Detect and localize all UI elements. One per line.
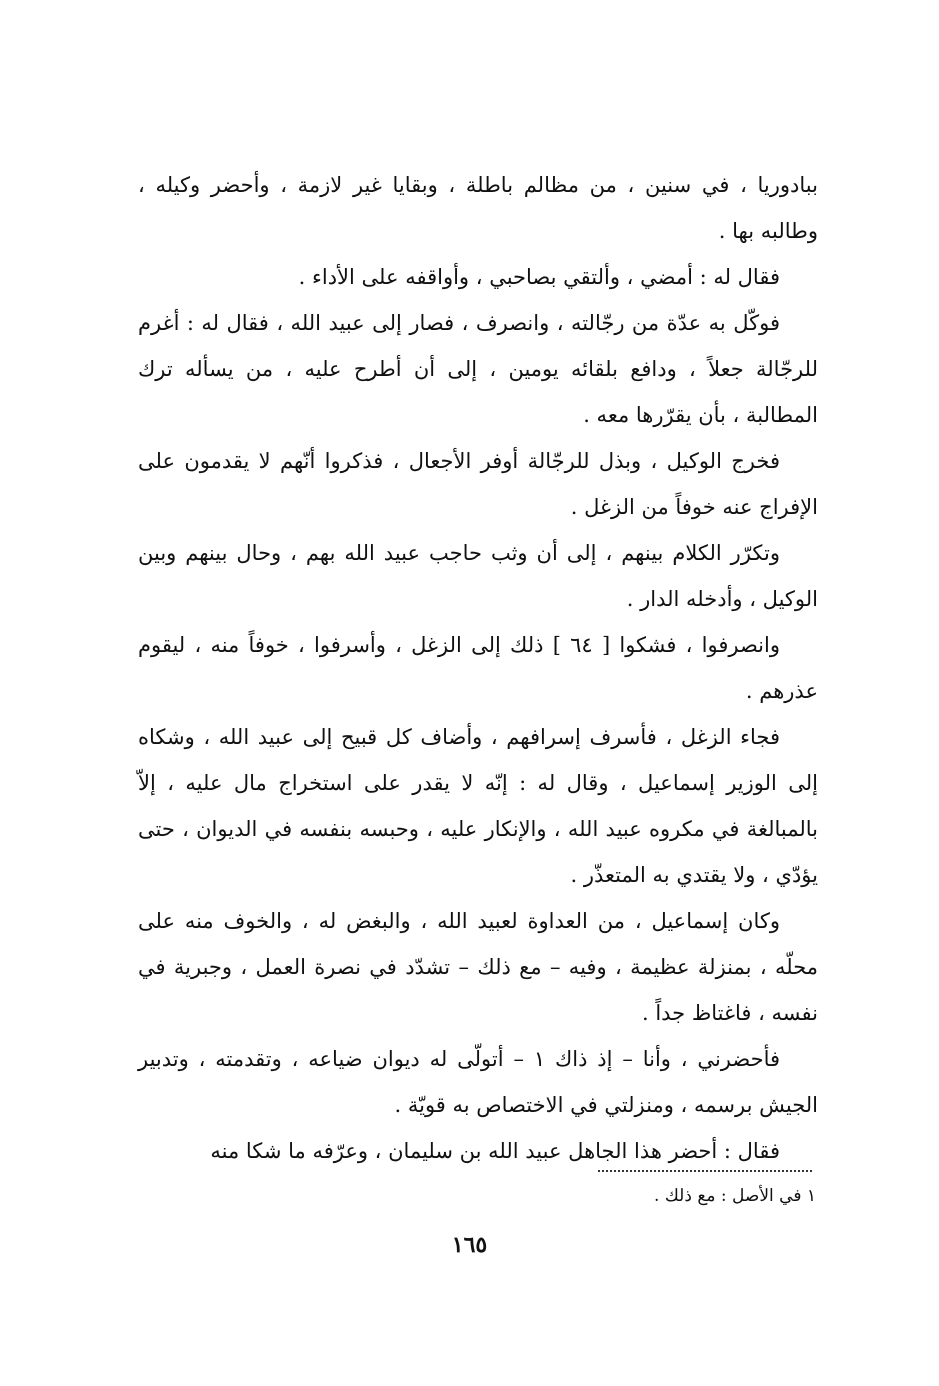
page-number: ١٦٥ (451, 1232, 488, 1258)
paragraph-2: فقال له : أمضي ، وألتقي بصاحبي ، وأواقفه على الأداء . (298, 265, 780, 289)
main-text (138, 162, 818, 1174)
paragraph-9: فأحضرني ، وأنا – إذ ذاك ١ – أتولّى له ديوان ضياعه ، وتقدمته ، وتدبير الجيش برسمه ، ومنزلتي في الاختصاص به قويّة . (138, 1047, 818, 1117)
footnote-divider (598, 1170, 812, 1172)
footnote: ١ في الأصل : مع ذلك . (654, 1186, 816, 1206)
paragraph-5: وتكرّر الكلام بينهم ، إلى أن وثب حاجب عبيد الله بهم ، وحال بينهم وبين الوكيل ، وأدخله الدار . (138, 541, 818, 611)
paragraph-8: وكان إسماعيل ، من العداوة لعبيد الله ، والبغض له ، والخوف منه على محلّه ، بمنزلة عظيمة ، وفيه – مع ذلك – تشدّد في نصرة العمل ، وجبرية في نفسه ، فاغتاظ جداً . (138, 909, 818, 1025)
paragraph-7: فجاء الزغل ، فأسرف إسرافهم ، وأضاف كل قبيح إلى عبيد الله ، وشكاه إلى الوزير إسماعيل ، وقال له : إنّه لا يقدر على استخراج مال عليه ، إلاّ بالمبالغة في مكروه عبيد الله ، والإنكار عليه ، وحبسه بنفسه في الديوان ، حتى يؤدّي ، ولا يقتدي به المتعذّر . (138, 725, 818, 887)
paragraph-6: وانصرفوا ، فشكوا [ ٦٤ ] ذلك إلى الزغل ، وأسرفوا ، خوفاً منه ، ليقوم عذرهم . (138, 633, 818, 703)
paragraph-10: فقال : أحضر هذا الجاهل عبيد الله بن سليمان ، وعرّفه ما شكا منه (210, 1139, 780, 1163)
paragraph-3: فوكّل به عدّة من رجّالته ، وانصرف ، فصار إلى عبيد الله ، فقال له : أغرم للرجّالة جعلاً ، ودافع بلقائه يومين ، إلى أن أطرح عليه ، من يسأله ترك المطالبة ، بأن يقرّرها معه . (138, 311, 818, 427)
paragraph-1: ببادوريا ، في سنين ، من مظالم باطلة ، وبقايا غير لازمة ، وأحضر وكيله ، وطالبه بها . (138, 173, 818, 243)
paragraph-4: فخرج الوكيل ، وبذل للرجّالة أوفر الأجعال ، فذكروا أنّهم لا يقدمون على الإفراج عنه خوفاً من الزغل . (138, 449, 818, 519)
